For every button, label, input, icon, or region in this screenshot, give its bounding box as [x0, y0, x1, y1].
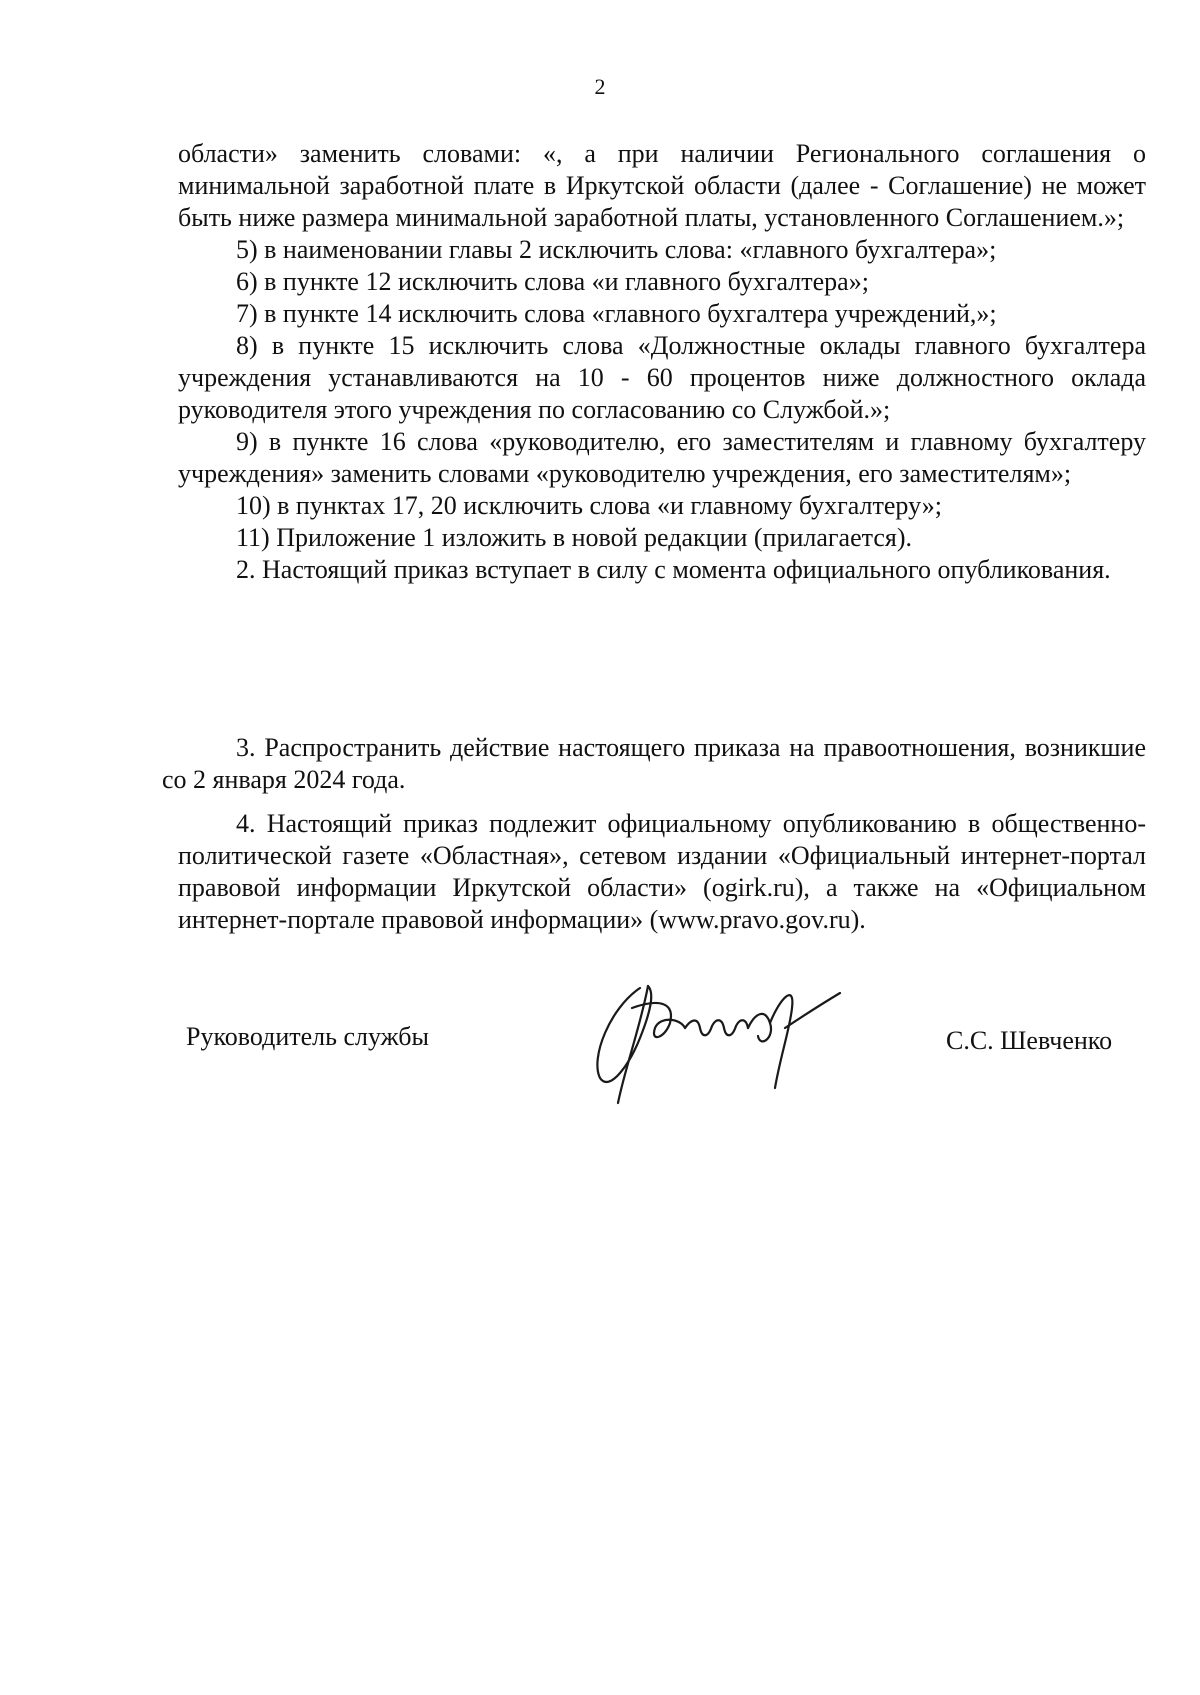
handwritten-signature	[580, 968, 850, 1108]
paragraph-item-11: 11) Приложение 1 изложить в новой редакции (прилагается).	[236, 523, 912, 552]
paragraph-section-3: 3. Распространить действие настоящего приказа на правоотношения, возникшие со 2 января 2024 года.	[162, 733, 1146, 794]
paragraph-1: области» заменить словами: «, а при наличии Регионального соглашения о минимальной заработной плате в Иркутской области (далее - Соглашение) не может быть ниже размера минимальной заработной платы, установленного Соглашением.»;	[178, 139, 1146, 232]
paragraph-item-7: 7) в пункте 14 исключить слова «главного бухгалтера учреждений,»;	[236, 299, 997, 328]
paragraph-item-10: 10) в пунктах 17, 20 исключить слова «и главному бухгалтеру»;	[236, 491, 942, 520]
paragraph-section-4: 4. Настоящий приказ подлежит официальному опубликованию в общественно-политической газете «Областная», сетевом издании «Официальный интернет-портал правовой информации Иркутской области» (ogirk.ru), а также на «Официальном интернет-портале правовой информации» (www.pravo.gov.ru).	[178, 809, 1146, 934]
paragraph-item-8: 8) в пункте 15 исключить слова «Должностные оклады главного бухгалтера учреждения устанавливаются на 10 - 60 процентов ниже должностного оклада руководителя этого учреждения по согласованию со Службой.»;	[178, 331, 1146, 424]
paragraph-item-6: 6) в пункте 12 исключить слова «и главного бухгалтера»;	[236, 267, 869, 296]
signer-name: С.С. Шевченко	[946, 1026, 1113, 1055]
body-block-amendments	[178, 138, 1146, 586]
body-block-section-3	[162, 732, 1146, 796]
page-number: 2	[594, 74, 606, 99]
paragraph-item-9: 9) в пункте 16 слова «руководителю, его заместителям и главному бухгалтеру учреждения» заменить словами «руководителю учреждения, его заместителям»;	[178, 427, 1146, 488]
body-block-section-4	[178, 808, 1146, 936]
paragraph-section-2: 2. Настоящий приказ вступает в силу с момента официального опубликования.	[236, 555, 1111, 584]
signer-position: Руководитель службы	[186, 1022, 429, 1051]
paragraph-item-5: 5) в наименовании главы 2 исключить слова: «главного бухгалтера»;	[236, 235, 997, 264]
